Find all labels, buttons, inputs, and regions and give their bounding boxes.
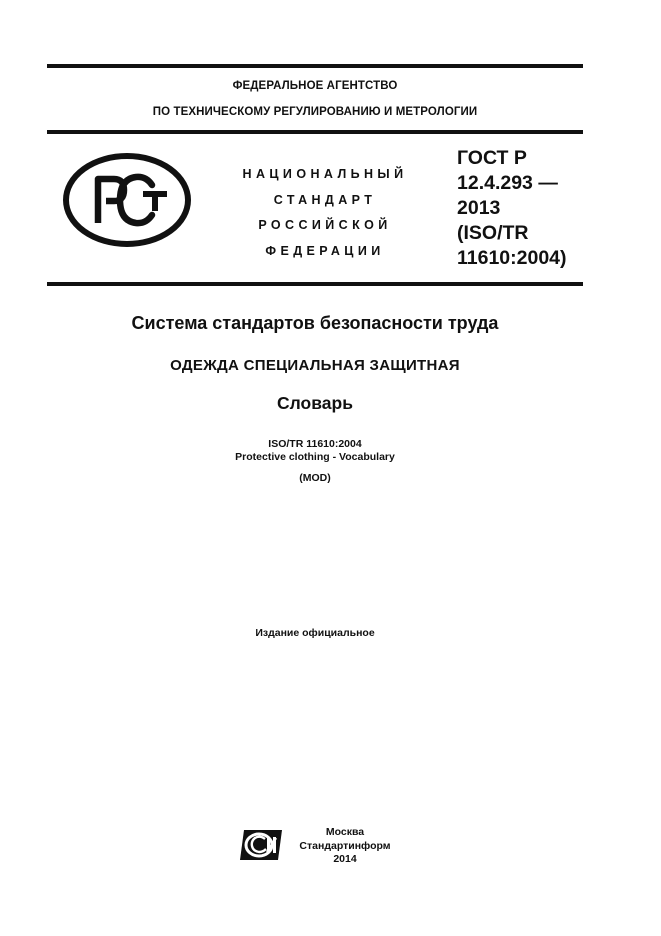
iso-code: ISO/TR 11610:2004: [268, 438, 362, 450]
national-line-3: РОССИЙСКОЙ: [258, 218, 392, 232]
standard-id-line-2: 12.4.293 —: [457, 172, 558, 194]
iso-reference: [47, 438, 583, 485]
national-line-4: ФЕДЕРАЦИИ: [265, 243, 385, 258]
standard-id-line-5: 11610:2004): [457, 247, 567, 269]
national-line-1: НАЦИОНАЛЬНЫЙ: [242, 167, 408, 181]
national-line-2: СТАНДАРТ: [273, 192, 377, 207]
iso-modification: (MOD): [299, 472, 331, 484]
agency-line-1: ФЕДЕРАЛЬНОЕ АГЕНТСТВО: [232, 80, 398, 92]
standard-id-line-3: 2013: [457, 197, 501, 219]
standard-id-line-4: (ISO/TR: [457, 222, 529, 244]
edition-note: Издание официальное: [255, 627, 375, 639]
publisher-info: [290, 826, 400, 867]
top-rule: [47, 64, 583, 68]
publisher-year: 2014: [333, 853, 357, 865]
bottom-rule: [47, 282, 583, 286]
middle-rule: [47, 130, 583, 134]
iso-title: Protective clothing - Vocabulary: [235, 451, 395, 463]
publisher-city: Москва: [325, 826, 365, 838]
standartinform-logo-icon: [238, 828, 284, 862]
rst-certification-mark-icon: [62, 153, 192, 247]
series-title: Система стандартов безопасности труда: [131, 313, 499, 333]
standard-identifier: [457, 146, 597, 271]
publisher-name: Стандартинформ: [299, 839, 391, 852]
agency-line-2: ПО ТЕХНИЧЕСКОМУ РЕГУЛИРОВАНИЮ И МЕТРОЛОГИИ: [152, 106, 478, 118]
national-standard-label: [225, 162, 425, 264]
standard-id-line-1: ГОСТ Р: [457, 147, 527, 169]
document-subtitle: Словарь: [277, 393, 353, 413]
document-title: ОДЕЖДА СПЕЦИАЛЬНАЯ ЗАЩИТНАЯ: [170, 357, 460, 374]
